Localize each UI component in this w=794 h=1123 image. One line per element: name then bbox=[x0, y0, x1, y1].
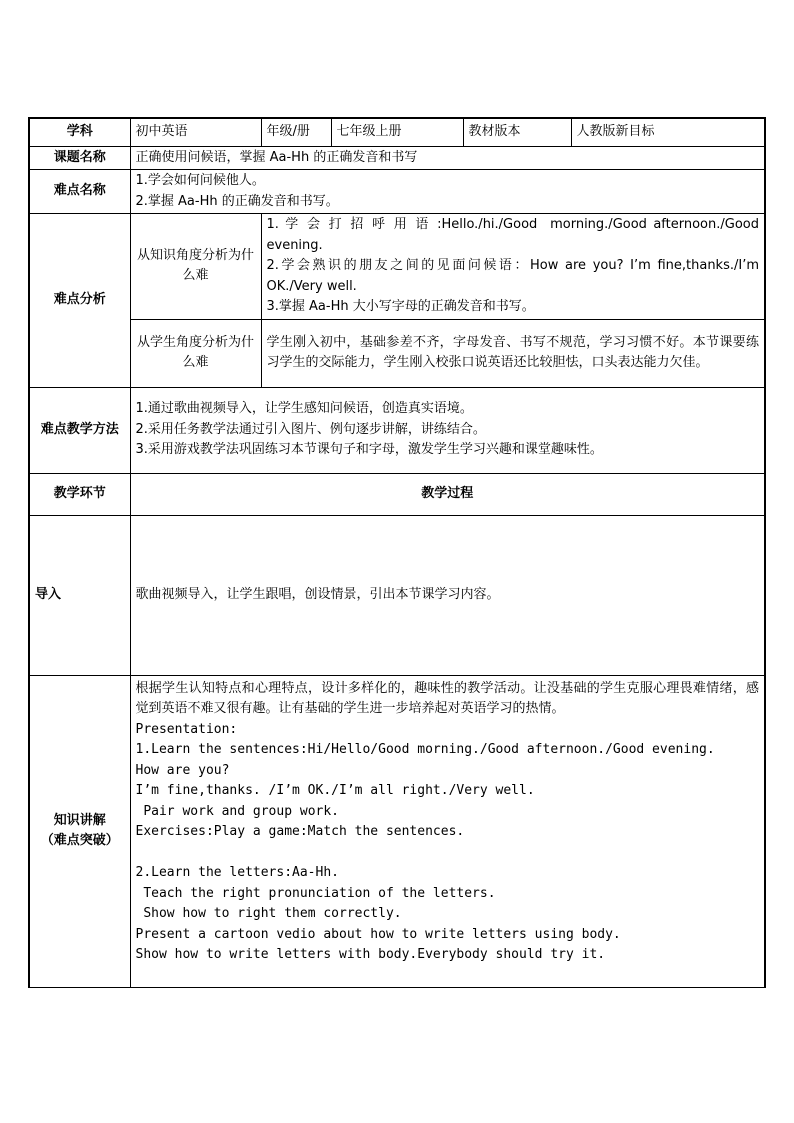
knowledge-line-6: Exercises:Play a game:Match the sentences. bbox=[135, 824, 465, 839]
subject-label: 学科 bbox=[29, 118, 130, 146]
methods-row bbox=[29, 387, 765, 473]
knowledge-angle-content bbox=[261, 214, 765, 320]
methods-label: 难点教学方法 bbox=[29, 387, 130, 473]
knowledge-label bbox=[29, 675, 130, 987]
intro-row bbox=[29, 515, 765, 675]
difficulty-line-2: 2.掌握 Aa-Hh 的正确发音和书写。 bbox=[135, 193, 339, 209]
student-angle-label: 从学生角度分析为什么难 bbox=[130, 319, 261, 387]
difficulty-row bbox=[29, 170, 765, 214]
methods-line-1: 1.通过歌曲视频导入，让学生感知问候语，创造真实语境。 bbox=[135, 401, 473, 417]
lesson-plan-form bbox=[28, 117, 764, 988]
methods-line-3: 3.采用游戏教学法巩固练习本节课句子和字母，激发学生学习兴趣和课堂趣味性。 bbox=[135, 442, 603, 458]
knowledge-line-10: Show how to right them correctly. bbox=[135, 906, 402, 921]
knowledge-line-5: Pair work and group work. bbox=[135, 803, 339, 819]
knowledge-label-line-2: （难点突破） bbox=[40, 833, 119, 848]
topic-row bbox=[29, 146, 765, 170]
topic-value: 正确使用问候语，掌握 Aa-Hh 的正确发音和书写 bbox=[130, 146, 765, 170]
knowledge-intro: 根据学生认知特点和心理特点，设计多样化的，趣味性的教学活动。让没基础的学生克服心理畏难情绪，感觉到英语不难又很有趣。让有基础的学生进一步培养起对英语学习的热情。 bbox=[135, 680, 759, 716]
edition-label: 教材版本 bbox=[463, 118, 571, 146]
knowledge-line-2: 1.Learn the sentences:Hi/Hello/Good morning./Good afternoon./Good evening. bbox=[135, 742, 715, 757]
difficulty-content bbox=[130, 170, 765, 214]
methods-line-2: 2.采用任务教学法通过引入图片、例句逐步讲解，讲练结合。 bbox=[135, 421, 486, 437]
analysis-knowledge-row bbox=[29, 214, 765, 320]
grade-label: 年级/册 bbox=[261, 118, 331, 146]
knowledge-line-11: Present a cartoon vedio about how to write letters using body. bbox=[135, 926, 621, 942]
knowledge-line-12: Show how to write letters with body.Everybody should try it. bbox=[135, 947, 606, 962]
knowledge-line-1: Presentation: bbox=[135, 721, 238, 737]
intro-label: 导入 bbox=[29, 515, 130, 675]
analysis-label: 难点分析 bbox=[29, 214, 130, 388]
topic-label: 课题名称 bbox=[29, 146, 130, 170]
grade-value: 七年级上册 bbox=[331, 118, 463, 146]
process-header-row bbox=[29, 473, 765, 515]
knowledge-row bbox=[29, 675, 765, 987]
student-angle-content: 学生刚入初中，基础参差不齐，字母发音、书写不规范，学习习惯不好。本节课要练习学生的交际能力，学生刚入校张口说英语还比较胆怯，口头表达能力欠佳。 bbox=[261, 319, 765, 387]
knowledge-angle-line-3: 3.掌握 Aa-Hh 大小写字母的正确发音和书写。 bbox=[266, 299, 535, 314]
knowledge-line-3: How are you? bbox=[135, 762, 230, 778]
edition-value: 人教版新目标 bbox=[571, 118, 765, 146]
difficulty-line-1: 1.学会如何问候他人。 bbox=[135, 173, 265, 188]
header-row bbox=[29, 118, 765, 146]
knowledge-label-line-1: 知识讲解 bbox=[53, 812, 106, 828]
analysis-student-row bbox=[29, 319, 765, 387]
knowledge-angle-label: 从知识角度分析为什么难 bbox=[130, 214, 261, 320]
knowledge-line-7 bbox=[136, 843, 760, 864]
stage-header: 教学环节 bbox=[29, 473, 130, 515]
knowledge-angle-line-1: 1. 学 会 打 招 呼 用 语 :Hello./hi./Good morning./Good afternoon./Good evening. bbox=[266, 217, 764, 253]
difficulty-label: 难点名称 bbox=[29, 170, 130, 214]
subject-value: 初中英语 bbox=[130, 118, 261, 146]
methods-content bbox=[130, 387, 765, 473]
knowledge-line-9: Teach the right pronunciation of the letters. bbox=[135, 885, 496, 901]
knowledge-content bbox=[130, 675, 765, 987]
lesson-plan-table bbox=[28, 117, 766, 988]
knowledge-angle-line-2: 2.学会熟识的朋友之间的见面问候语：How are you? I’m fine,thanks./I’m OK./Very well. bbox=[266, 258, 764, 294]
knowledge-line-4: I’m fine,thanks. /I’m OK./I’m all right./Very well. bbox=[135, 783, 535, 798]
intro-content: 歌曲视频导入，让学生跟唱，创设情景，引出本节课学习内容。 bbox=[130, 515, 765, 675]
process-header: 教学过程 bbox=[130, 473, 765, 515]
knowledge-line-8: 2.Learn the letters:Aa-Hh. bbox=[135, 865, 339, 880]
